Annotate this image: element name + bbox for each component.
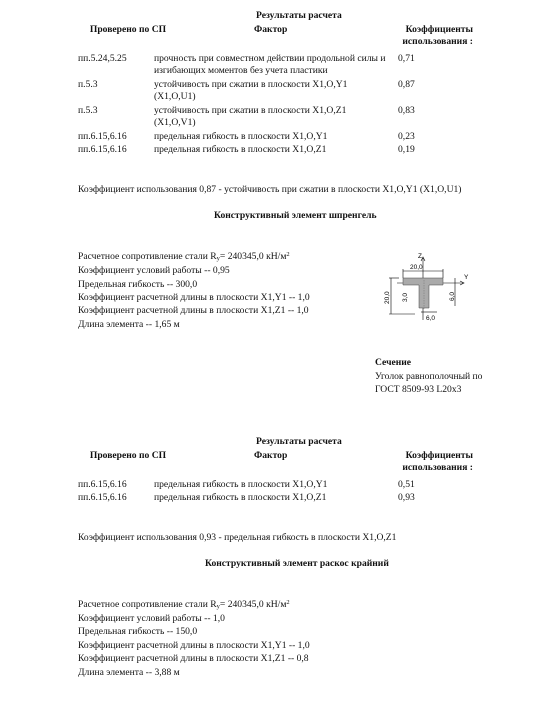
resistance-value: = 240345,0 кН/м — [219, 599, 287, 610]
section-diagram — [375, 250, 475, 325]
header-factor-2: Фактор — [254, 450, 288, 461]
element-title-2: Конструктивный элемент раскос крайний — [205, 558, 389, 569]
header-coef-2: Коэффициенты использования : — [402, 450, 473, 473]
element-title-1: Конструктивный элемент шпренгель — [214, 210, 377, 221]
row-ref: пп.6.15,6.16 — [78, 131, 127, 142]
row-coef: 0,51 — [398, 479, 415, 490]
param-2-2: Предельная гибкость -- 150,0 — [78, 626, 198, 637]
results-title-2: Результаты расчета — [256, 436, 342, 447]
header-coef: Коэффициенты использования : — [402, 24, 473, 47]
results-table-2 — [78, 479, 478, 509]
header-checked-2: Проверено по СП — [89, 450, 167, 461]
diagram-axis-z: Z — [418, 253, 422, 260]
row-factor: предельная гибкость в плоскости X1,O,Z1 — [154, 492, 327, 503]
param-2-3: Коэффициент расчетной длины в плоскости X1,Y1 -- 1,0 — [78, 640, 310, 651]
row-factor: предельная гибкость в плоскости X1,O,Y1 — [154, 131, 328, 142]
row-coef: 0,87 — [398, 79, 415, 90]
resistance-line-1 — [78, 251, 290, 263]
diagram-axis-y: Y — [464, 274, 469, 281]
resistance-sup: 2 — [286, 599, 290, 606]
row-ref: пп.6.15,6.16 — [78, 144, 127, 155]
results-table-1 — [78, 53, 478, 163]
row-factor: устойчивость при сжатии в плоскости X1,O,Y1 (X1,O,U1) — [154, 79, 348, 102]
row-ref: пп.6.15,6.16 — [78, 492, 127, 503]
section-description: Уголок равнополочный по ГОСТ 8509-93 L20x3 — [375, 371, 483, 395]
row-coef: 0,83 — [398, 105, 415, 116]
row-factor: предельная гибкость в плоскости X1,O,Z1 — [154, 144, 327, 155]
resistance-prefix: Расчетное сопротивление стали R — [78, 251, 217, 262]
param-4: Коэффициент расчетной длины в плоскости X1,Z1 -- 1,0 — [78, 305, 309, 316]
results-title: Результаты расчета — [256, 10, 342, 21]
param-2-4: Коэффициент расчетной длины в плоскости X1,Z1 -- 0,8 — [78, 653, 309, 664]
row-ref: п.5.3 — [78, 105, 98, 116]
section-label: Сечение — [375, 357, 412, 368]
row-factor: прочность при совместном действии продольной силы и изгибающих моментов без учета пластики — [154, 53, 386, 76]
param-5: Длина элемента -- 1,65 м — [78, 319, 180, 330]
row-ref: п.5.3 — [78, 79, 98, 90]
summary-2: Коэффициент использования 0,93 - предельная гибкость в плоскости X1,O,Z1 — [78, 532, 397, 543]
row-coef: 0,23 — [398, 131, 415, 142]
row-ref: пп.6.15,6.16 — [78, 479, 127, 490]
param-1: Коэффициент условий работы -- 0,95 — [78, 265, 230, 276]
diagram-dim-inner: 3,0 — [402, 292, 409, 302]
resistance-line-2 — [78, 599, 290, 611]
row-coef: 0,19 — [398, 144, 415, 155]
header-checked: Проверено по СП — [89, 24, 167, 35]
resistance-sub: y — [216, 255, 220, 262]
diagram-dim-left: 20,0 — [384, 291, 391, 304]
resistance-sub: y — [216, 603, 220, 610]
diagram-dim-bottom: 6,0 — [426, 315, 436, 322]
param-3: Коэффициент расчетной длины в плоскости X1,Y1 -- 1,0 — [78, 292, 310, 303]
row-coef: 0,93 — [398, 492, 415, 503]
param-2: Предельная гибкость -- 300,0 — [78, 279, 198, 290]
resistance-sup: 2 — [286, 251, 290, 258]
param-2-5: Длина элемента -- 3,88 м — [78, 667, 180, 678]
diagram-dim-top: 20,0 — [410, 264, 423, 271]
resistance-prefix: Расчетное сопротивление стали R — [78, 599, 217, 610]
row-coef: 0,71 — [398, 53, 415, 64]
diagram-dim-right: 6,0 — [449, 291, 456, 301]
row-ref: пп.5.24,5.25 — [78, 53, 127, 64]
summary-1: Коэффициент использования 0,87 - устойчивость при сжатии в плоскости X1,O,Y1 (X1,O,U1) — [78, 184, 462, 195]
row-factor: предельная гибкость в плоскости X1,O,Y1 — [154, 479, 328, 490]
resistance-value: = 240345,0 кН/м — [219, 251, 287, 262]
param-2-1: Коэффициент условий работы -- 1,0 — [78, 613, 225, 624]
row-factor: устойчивость при сжатии в плоскости X1,O,Z1 (X1,O,V1) — [154, 105, 347, 128]
angle-profile-shape — [403, 278, 443, 308]
header-factor: Фактор — [254, 24, 288, 35]
